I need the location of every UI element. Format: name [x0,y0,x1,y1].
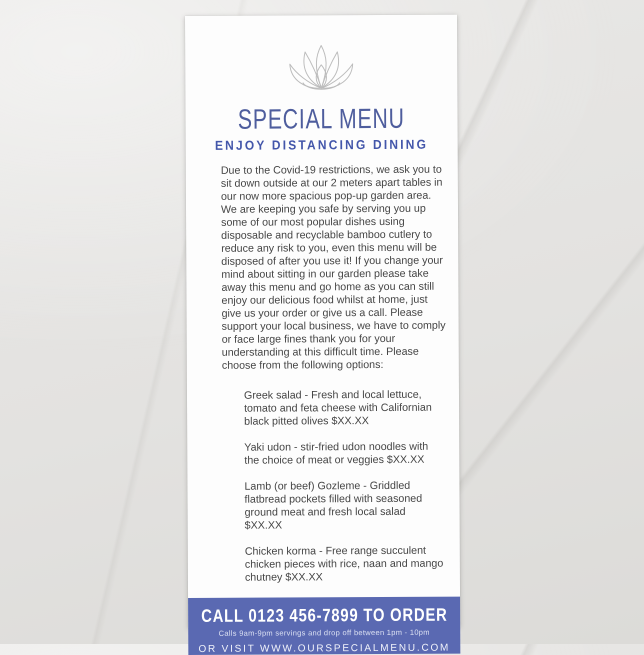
footer-hours-line: Calls 9am-9pm servings and drop off between 1pm - 10pm [218,627,430,638]
intro-paragraph: Due to the Covid-19 restrictions, we ask you to sit down outside at our 2 meters apart tables in our now more spacious pop-up garden area. We are keeping you safe by serving you up some of our most popular dishes using disposable and recyclable bamboo cutlery to reduce any risk to you, even this menu will be disposed of after you use it! If you change your mind about sitting in our garden please take away this menu and go home as you can still enjoy our delicious food whilst at home, just give us your order or give us a call. Please support your local business, we have to comply or face large fines thank you for your understanding at this difficult time. Please choose from the following options: [220,163,446,372]
footer-banner [188,597,460,655]
menu-title: SPECIAL MENU [238,102,406,135]
menu-item: Greek salad - Fresh and local lettuce, tomato and feta cheese with Californian black pitted olives $XX.XX [243,388,432,428]
menu-item: Chicken korma - Free range succulent chicken pieces with rice, naan and mango chutney $XX.XX [244,544,444,584]
lotus-icon [280,42,362,100]
footer-call-line: CALL 0123 456-7899 TO ORDER [200,604,448,626]
menu-item: Lamb (or beef) Gozleme - Griddled flatbread pockets filled with seasoned ground meat and fresh local salad $XX.XX [244,479,423,532]
menu-item-list [187,389,460,598]
menu-card [185,15,460,655]
menu-subtitle: ENJOY DISTANCING DINING [215,136,429,153]
menu-item: Yaki udon - stir-fried udon noodles with the choice of meat or veggies $XX.XX [244,440,429,467]
footer-visit-line: OR VISIT WWW.OURSPECIALMENU.COM [198,642,451,655]
